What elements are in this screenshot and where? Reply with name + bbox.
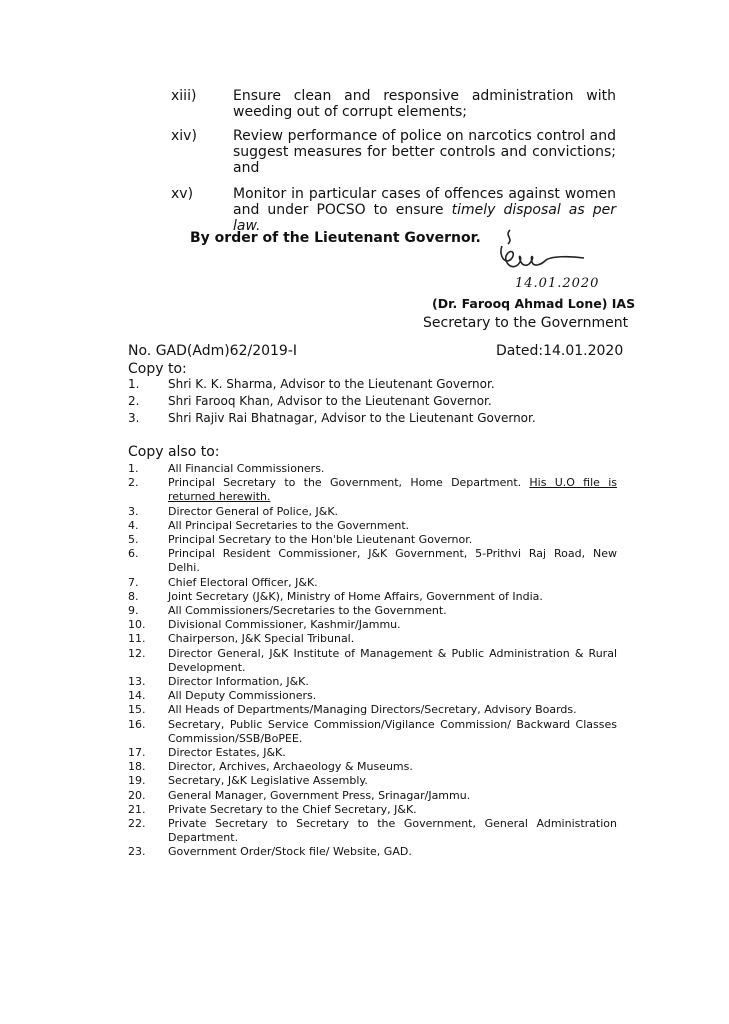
list-item: 20. General Manager, Government Press, Srinagar/Jammu. — [128, 788, 471, 802]
list-item: 2. Principal Secretary to the Government, Home Department. His U.O file is returned herewith. — [128, 476, 617, 504]
list-item: 7. Chief Electoral Officer, J&K. — [128, 575, 318, 589]
list-item: 1. All Financial Commissioners. — [128, 462, 325, 475]
list-item: 22. Private Secretary to Secretary to the Government, General Administration Department. — [128, 817, 617, 845]
list-item: 18. Director, Archives, Archaeology & Museums. — [128, 760, 413, 774]
list-item: 16. Secretary, Public Service Commission/Vigilance Commission/ Backward Classes Commission/SSB/BoPEE. — [128, 717, 617, 745]
point-text: Monitor in particular cases of offences against women and under POCSO to ensure timely disposal as per law. — [233, 186, 616, 234]
point-number: xiii) — [171, 88, 197, 104]
list-item: 14. All Deputy Commissioners. — [128, 689, 317, 703]
signatory-title: Secretary to the Government — [423, 315, 629, 331]
copy-also-heading: Copy also to: — [128, 444, 220, 460]
list-item: 13. Director Information, J&K. — [128, 675, 309, 689]
list-item: 23. Government Order/Stock file/ Website, GAD. — [128, 845, 412, 859]
list-item: 8. Joint Secretary (J&K), Ministry of Home Affairs, Government of India. — [128, 589, 543, 603]
list-item: 3. Director General of Police, J&K. — [128, 504, 339, 518]
underlined-note: His U.O file is returned herewith. — [168, 476, 617, 504]
list-item: 1. Shri K. K. Sharma, Advisor to the Lieutenant Governor. — [128, 377, 495, 391]
list-item: 4. All Principal Secretaries to the Government. — [128, 518, 410, 532]
signatory-name: (Dr. Farooq Ahmad Lone) IAS — [432, 296, 636, 311]
copy-also-list — [128, 462, 617, 860]
list-item: 2. Shri Farooq Khan, Advisor to the Lieutenant Governor. — [128, 394, 492, 408]
copy-to-list — [128, 376, 628, 427]
list-item: 17. Director Estates, J&K. — [128, 746, 286, 760]
order-line: By order of the Lieutenant Governor. — [190, 230, 481, 246]
point-number: xiv) — [171, 128, 197, 144]
list-item: 15. All Heads of Departments/Managing Directors/Secretary, Advisory Boards. — [128, 703, 577, 717]
list-item: 9. All Commissioners/Secretaries to the Government. — [128, 604, 447, 618]
list-item: 6. Principal Resident Commissioner, J&K Government, 5-Prithvi Raj Road, New Delhi. — [128, 547, 617, 575]
list-item: 11. Chairperson, J&K Special Tribunal. — [128, 632, 355, 646]
list-item: 19. Secretary, J&K Legislative Assembly. — [128, 774, 368, 788]
point-number: xv) — [171, 186, 194, 202]
signature-date: 14.01.2020 — [515, 276, 600, 291]
order-reference-number: No. GAD(Adm)62/2019-I — [128, 343, 298, 359]
list-item: 10. Divisional Commissioner, Kashmir/Jammu. — [128, 618, 401, 632]
order-date: Dated:14.01.2020 — [496, 343, 624, 359]
list-item: 3. Shri Rajiv Rai Bhatnagar, Advisor to the Lieutenant Governor. — [128, 411, 536, 425]
point-text: Review performance of police on narcotics control and suggest measures for better controls and convictions; and — [233, 128, 616, 176]
copy-to-heading: Copy to: — [128, 361, 187, 377]
point-text: Ensure clean and responsive administration with weeding out of corrupt elements; — [233, 88, 616, 120]
list-item: 21. Private Secretary to the Chief Secretary, J&K. — [128, 802, 417, 816]
list-item: 12. Director General, J&K Institute of Management & Public Administration & Rural Development. — [128, 646, 617, 674]
emphasis-text: timely disposal as per law. — [233, 202, 616, 234]
list-item: 5. Principal Secretary to the Hon'ble Lieutenant Governor. — [128, 533, 473, 547]
